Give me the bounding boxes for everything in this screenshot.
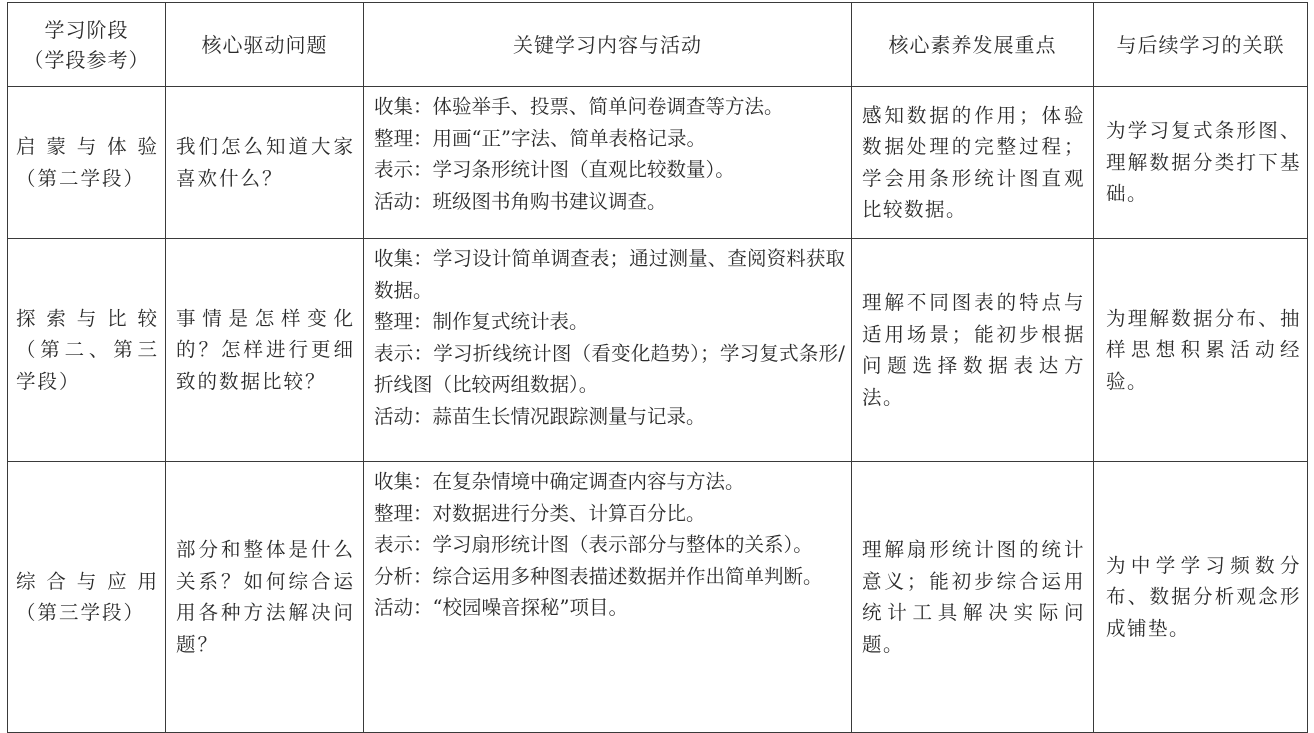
content-line-activity: 活动：“校园噪音探秘”项目。 [374, 596, 628, 619]
stage-cell: 探索与比较（第二、第三学段） [8, 239, 166, 462]
content-line-collect: 收集：体验举手、投票、简单问卷调查等方法。 [374, 95, 784, 118]
header-learning-stage-line-1: 学习阶段 [44, 17, 129, 42]
header-future-link: 与后续学习的关联 [1094, 3, 1308, 87]
content-line-represent: 表示：学习折线统计图（看变化趋势）；学习复式条形/折线图（比较两组数据）。 [374, 341, 845, 396]
header-row [8, 3, 1308, 87]
question-cell: 事情是怎样变化的？怎样进行更细致的数据比较？ [166, 239, 364, 462]
header-core-question: 核心驱动问题 [166, 3, 364, 87]
content-line-represent: 表示：学习条形统计图（直观比较数量）。 [374, 158, 735, 181]
content-cell [364, 87, 852, 239]
content-line-activity: 活动：蒜苗生长情况跟踪测量与记录。 [374, 404, 706, 428]
content-cell [364, 462, 852, 733]
content-line-represent: 表示：学习扇形统计图（表示部分与整体的关系）。 [374, 533, 813, 556]
literacy-cell: 理解扇形统计图的统计意义；能初步综合运用统计工具解决实际问题。 [852, 462, 1094, 733]
content-line-organize: 整理：对数据进行分类、计算百分比。 [374, 501, 706, 525]
table-row [8, 462, 1308, 733]
content-line-activity: 活动：班级图书角购书建议调查。 [374, 189, 667, 213]
content-cell [364, 239, 852, 462]
header-core-literacy: 核心素养发展重点 [852, 3, 1094, 87]
table-row [8, 239, 1308, 462]
stage-cell: 启蒙与体验（第二学段） [8, 87, 166, 239]
question-cell: 我们怎么知道大家喜欢什么？ [166, 87, 364, 239]
link-cell: 为中学学习频数分布、数据分析观念形成铺垫。 [1094, 462, 1308, 733]
header-learning-stage [8, 3, 166, 87]
data-statistics-learning-progression-table [7, 2, 1308, 733]
header-learning-stage-line-2: （学段参考） [23, 47, 150, 72]
content-line-collect: 收集：学习设计简单调查表；通过测量、查阅资料获取数据。 [374, 247, 845, 302]
content-line-analyze: 分析：综合运用多种图表描述数据并作出简单判断。 [374, 564, 823, 588]
content-line-organize: 整理：制作复式统计表。 [374, 310, 589, 333]
link-cell: 为理解数据分布、抽样思想积累活动经验。 [1094, 239, 1308, 462]
literacy-cell: 理解不同图表的特点与适用场景；能初步根据问题选择数据表达方法。 [852, 239, 1094, 462]
stage-cell: 综合与应用（第三学段） [8, 462, 166, 733]
literacy-cell: 感知数据的作用；体验数据处理的完整过程；学会用条形统计图直观比较数据。 [852, 87, 1094, 239]
link-cell: 为学习复式条形图、理解数据分类打下基础。 [1094, 87, 1308, 239]
content-line-organize: 整理：用画“正”字法、简单表格记录。 [374, 126, 706, 150]
table-row [8, 87, 1308, 239]
content-line-collect: 收集：在复杂情境中确定调查内容与方法。 [374, 470, 745, 493]
question-cell: 部分和整体是什么关系？如何综合运用各种方法解决问题？ [166, 462, 364, 733]
header-key-content: 关键学习内容与活动 [364, 3, 852, 87]
